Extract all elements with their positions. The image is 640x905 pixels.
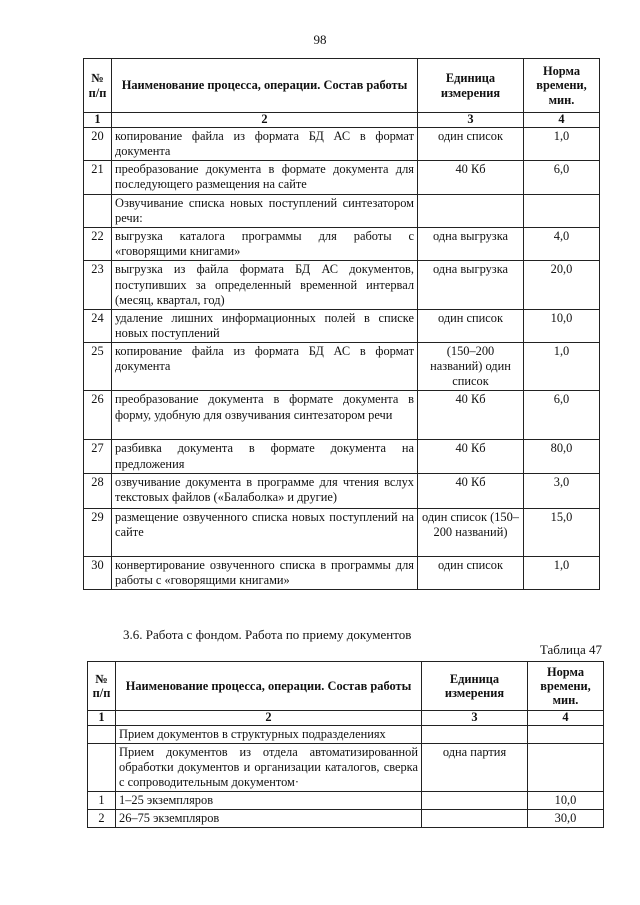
row-norm: 1,0: [524, 556, 600, 589]
row-num: 25: [84, 343, 112, 391]
row-num: 28: [84, 473, 112, 508]
header-norm: Норма времени, мин.: [524, 59, 600, 113]
header-name: Наименование процесса, операции. Состав работы: [112, 59, 418, 113]
table-row: [84, 473, 600, 508]
row-num: [88, 743, 116, 791]
table-row: [88, 792, 604, 810]
row-unit: один список: [418, 556, 524, 589]
row-norm: 30,0: [528, 810, 604, 828]
row-unit: 40 Кб: [418, 391, 524, 440]
row-num: 21: [84, 160, 112, 194]
row-norm: 10,0: [528, 792, 604, 810]
table-row: [84, 440, 600, 473]
header-name: Наименование процесса, операции. Состав работы: [116, 662, 422, 711]
table-row: [84, 508, 600, 556]
table-row: [84, 160, 600, 194]
row-name: размещение озвученного списка новых поступлений на сайте: [112, 508, 418, 556]
table-row: [84, 391, 600, 440]
row-norm: 20,0: [524, 261, 600, 309]
row-name: копирование файла из формата БД АС в формат документа: [112, 127, 418, 160]
row-unit: один список (150–200 названий): [418, 508, 524, 556]
table-row: [84, 343, 600, 391]
column-number: 3: [418, 113, 524, 128]
row-unit: 40 Кб: [418, 440, 524, 473]
row-name: выгрузка каталога программы для работы с «говорящими книгами»: [112, 228, 418, 261]
row-norm: 10,0: [524, 309, 600, 342]
column-number: 3: [422, 711, 528, 726]
row-name: озвучивание документа в программе для чтения вслух текстовых файлов («Балаболка» и другие): [112, 473, 418, 508]
row-num: 20: [84, 127, 112, 160]
column-numbers-row: [88, 711, 604, 726]
row-num: 30: [84, 556, 112, 589]
row-norm: 6,0: [524, 391, 600, 440]
row-num: 29: [84, 508, 112, 556]
column-number: 1: [88, 711, 116, 726]
row-name: копирование файла из формата БД АС в формат документа: [112, 343, 418, 391]
row-num: [88, 725, 116, 743]
row-num: 2: [88, 810, 116, 828]
table-row: [88, 743, 604, 791]
row-norm: 1,0: [524, 343, 600, 391]
table-row: [84, 228, 600, 261]
table-row: [88, 725, 604, 743]
table-row: [84, 194, 600, 227]
row-norm: 4,0: [524, 228, 600, 261]
row-norm: 15,0: [524, 508, 600, 556]
row-name: Прием документов из отдела автоматизированной обработки документов и организации каталогов, сверка с сопроводительным документом·: [116, 743, 422, 791]
norms-table-continued: [83, 58, 600, 590]
row-unit: одна выгрузка: [418, 261, 524, 309]
row-norm: [528, 725, 604, 743]
row-norm: 80,0: [524, 440, 600, 473]
row-norm: [528, 743, 604, 791]
column-numbers-row: [84, 113, 600, 128]
row-num: 1: [88, 792, 116, 810]
row-name: преобразование документа в формате документа в форму, удобную для озвучивания синтезатором речи: [112, 391, 418, 440]
table-row: [84, 309, 600, 342]
row-num: 23: [84, 261, 112, 309]
row-unit: (150–200 названий) один список: [418, 343, 524, 391]
row-name: конвертирование озвученного списка в программы для работы с «говорящими книгами»: [112, 556, 418, 589]
row-num: 26: [84, 391, 112, 440]
row-norm: 3,0: [524, 473, 600, 508]
row-unit: одна выгрузка: [418, 228, 524, 261]
row-name: выгрузка из файла формата БД АС документов, поступивших за определенный временной интервал (месяц, квартал, год): [112, 261, 418, 309]
row-name: Озвучивание списка новых поступлений синтезатором речи:: [112, 194, 418, 227]
row-num: 27: [84, 440, 112, 473]
table-row: [88, 810, 604, 828]
row-num: [84, 194, 112, 227]
section-heading: 3.6. Работа с фондом. Работа по приему документов: [123, 627, 412, 642]
row-unit: один список: [418, 127, 524, 160]
row-num: 22: [84, 228, 112, 261]
column-number: 4: [528, 711, 604, 726]
row-num: 24: [84, 309, 112, 342]
row-unit: [422, 792, 528, 810]
row-unit: 40 Кб: [418, 473, 524, 508]
row-norm: 1,0: [524, 127, 600, 160]
row-unit: одна партия: [422, 743, 528, 791]
column-number: 2: [112, 113, 418, 128]
row-unit: [418, 194, 524, 227]
table-label: Таблица 47: [539, 642, 602, 657]
row-name: удаление лишних информационных полей в списке новых поступлений: [112, 309, 418, 342]
column-number: 1: [84, 113, 112, 128]
table-row: [84, 261, 600, 309]
row-norm: [524, 194, 600, 227]
row-name: 26–75 экземпляров: [116, 810, 422, 828]
row-name: разбивка документа в формате документа на предложения: [112, 440, 418, 473]
column-number: 4: [524, 113, 600, 128]
table-row: [84, 556, 600, 589]
row-norm: 6,0: [524, 160, 600, 194]
header-num: № п/п: [84, 59, 112, 113]
row-unit: 40 Кб: [418, 160, 524, 194]
header-norm: Норма времени, мин.: [528, 662, 604, 711]
column-number: 2: [116, 711, 422, 726]
row-name: Прием документов в структурных подразделениях: [116, 725, 422, 743]
page-number: 98: [313, 32, 327, 47]
row-unit: один список: [418, 309, 524, 342]
row-unit: [422, 725, 528, 743]
norms-table-47: [87, 661, 604, 828]
row-unit: [422, 810, 528, 828]
header-unit: Единица измерения: [418, 59, 524, 113]
header-unit: Единица измерения: [422, 662, 528, 711]
row-name: 1–25 экземпляров: [116, 792, 422, 810]
row-name: преобразование документа в формате документа для последующего размещения на сайте: [112, 160, 418, 194]
header-num: № п/п: [88, 662, 116, 711]
table-row: [84, 127, 600, 160]
